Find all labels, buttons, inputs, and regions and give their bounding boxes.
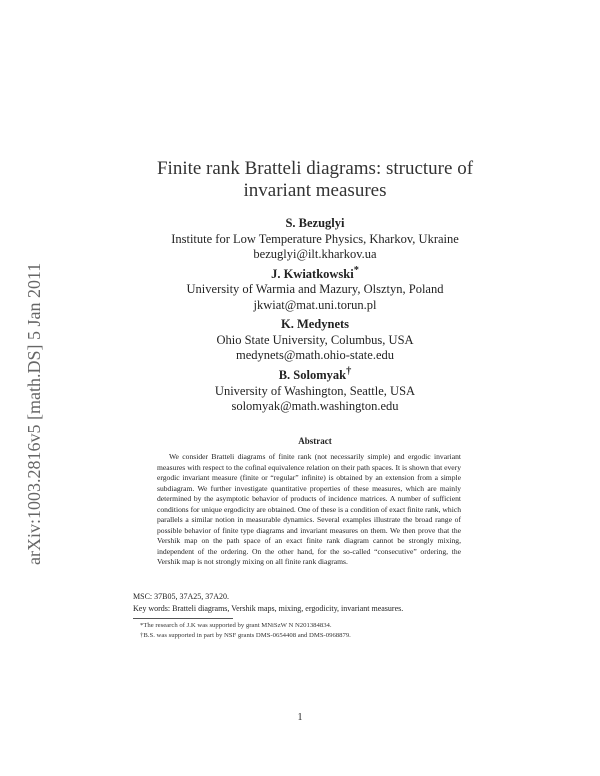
author-email: medynets@math.ohio-state.edu [235, 348, 394, 363]
arxiv-identifier [10, 0, 50, 776]
title-line-1: Finite rank Bratteli diagrams: structure of [156, 158, 474, 179]
author-4 [95, 364, 535, 415]
author-affiliation: University of Washington, Seattle, USA [214, 383, 416, 398]
author-name: B. Solomyak [278, 368, 347, 383]
author-email: solomyak@math.washington.edu [231, 399, 399, 414]
author-footnote-mark: † [346, 365, 352, 377]
author-email: bezuglyi@ilt.kharkov.ua [253, 247, 377, 262]
msc-classification: MSC: 37B05, 37A25, 37A20. [133, 592, 230, 601]
paper-title [95, 158, 535, 202]
abstract-body: We consider Bratteli diagrams of finite rank (not necessarily simple) and ergodic invariant measures with respect to the cofinal equivalence relation on their path spaces. It is shown that every ergodic invariant measure (finite or “regular” infinite) is obtained by an extension from a simple subdiagram. We further investigate quantitative properties of these measures, which are mainly determined by the asymptotic behavior of products of incidence matrices. A number of sufficient conditions for unique ergodicity are obtained. One of these is a condition of exact finite rank, which parallels a similar notion in measurable dynamics. Several examples illustrate the broad range of possible behavior of finite type diagrams and invariant measures on them. We then prove that the Vershik map on the path space of an exact finite rank diagram cannot be strongly mixing, independent of the ordering. On the other hand, for the so-called “consecutive” ordering, the Vershik map is not strongly mixing on all finite rank diagrams. [157, 452, 461, 566]
abstract-heading: Abstract [298, 436, 332, 446]
keywords: Key words: Bratteli diagrams, Vershik maps, mixing, ergodicity, invariant measures. [133, 604, 404, 613]
footnote-rule [133, 618, 233, 619]
footnote-1: *The research of J.K was supported by grant MNiSzW N N201384834. [140, 622, 332, 629]
author-affiliation: Ohio State University, Columbus, USA [216, 332, 414, 347]
author-3 [95, 313, 535, 364]
author-2 [95, 263, 535, 314]
author-name: K. Medynets [280, 317, 350, 332]
author-name: J. Kwiatkowski [271, 266, 354, 281]
author-1 [95, 212, 535, 263]
author-affiliation: Institute for Low Temperature Physics, Kharkov, Ukraine [171, 231, 459, 246]
footnote-2: †B.S. was supported in part by NSF grants DMS-0654408 and DMS-0968879. [140, 632, 351, 639]
author-footnote-mark: * [353, 264, 359, 276]
title-line-2: invariant measures [243, 180, 387, 201]
author-affiliation: University of Warmia and Mazury, Olsztyn, Poland [186, 282, 444, 297]
author-email: jkwiat@mat.uni.torun.pl [253, 297, 377, 312]
author-name: S. Bezuglyi [285, 216, 345, 231]
author-block [95, 212, 535, 415]
arxiv-identifier-text: arXiv:1003.2816v5 [math.DS] 5 Jan 2011 [24, 262, 44, 565]
page-number: 1 [297, 712, 303, 723]
